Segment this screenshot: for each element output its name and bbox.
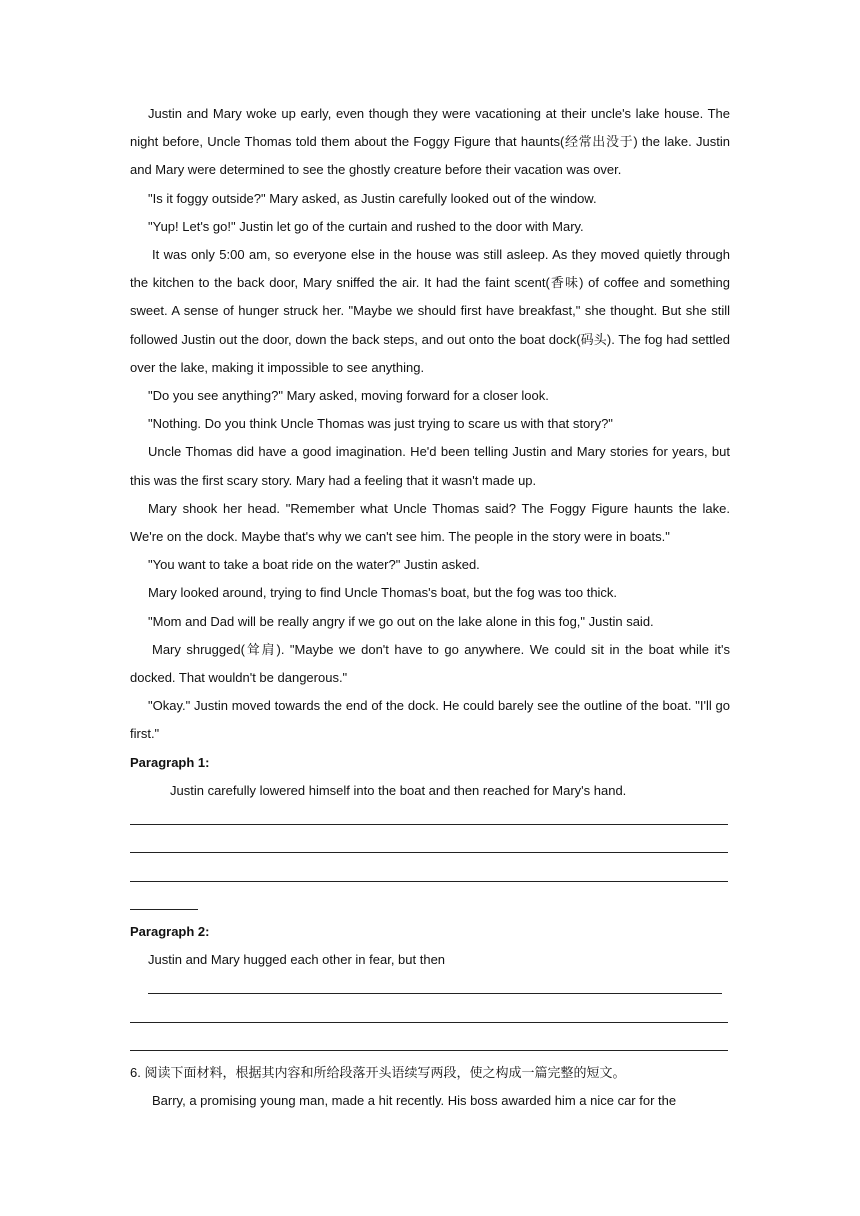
- paragraph-1-heading: Paragraph 1:: [130, 754, 210, 770]
- answer-line[interactable]: [148, 974, 730, 1002]
- answer-line[interactable]: [130, 1002, 730, 1030]
- story-paragraph-1: Justin and Mary woke up early, even though they were vacationing at their uncle's lake house. The night before, Uncle Thomas told them about the Foggy Figure that haunts(经常出没于) the lake. Justin and Mary were determined to see the ghostly creature before their vacation was over.: [130, 106, 730, 178]
- answer-line[interactable]: [130, 861, 730, 889]
- story-paragraph-3: "Yup! Let's go!" Justin let go of the curtain and rushed to the door with Mary.: [148, 218, 584, 234]
- story-paragraph-6: "Nothing. Do you think Uncle Thomas was just trying to scare us with that story?": [148, 416, 613, 432]
- story-paragraph-11: "Mom and Dad will be really angry if we go out on the lake alone in this fog," Justin said.: [148, 613, 654, 629]
- question-6-prompt: 6. 阅读下面材料，根据其内容和所给段落开头语续写两段，使之构成一篇完整的短文。: [130, 1064, 626, 1080]
- story-paragraph-4: It was only 5:00 am, so everyone else in the house was still asleep. As they moved quietly through the kitchen to the back door, Mary sniffed the air. It had the faint scent(香味) of coffee and something sweet. A sense of hunger struck her. "Maybe we should first have breakfast," she thought. But she still followed Justin out the door, down the back steps, and out onto the boat dock(码头). The fog had settled over the lake, making it impossible to see anything.: [130, 247, 730, 375]
- paragraph-2-heading: Paragraph 2:: [130, 923, 210, 939]
- paragraph-2-opening: Justin and Mary hugged each other in fear, but then: [148, 952, 446, 968]
- document-body: [130, 100, 730, 1115]
- story-paragraph-9: "You want to take a boat ride on the water?" Justin asked.: [148, 557, 480, 573]
- paragraph-1-opening: Justin carefully lowered himself into the boat and then reached for Mary's hand.: [170, 782, 627, 798]
- story-paragraph-12: Mary shrugged(耸肩). "Maybe we don't have to go anywhere. We could sit in the boat while it's docked. That wouldn't be dangerous.": [130, 641, 730, 686]
- answer-line-short[interactable]: [130, 890, 198, 918]
- story-paragraph-2: "Is it foggy outside?" Mary asked, as Justin carefully looked out of the window.: [148, 190, 597, 206]
- answer-line[interactable]: [130, 833, 730, 861]
- story-paragraph-7: Uncle Thomas did have a good imagination. He'd been telling Justin and Mary stories for years, but this was the first scary story. Mary had a feeling that it wasn't made up.: [130, 444, 730, 488]
- answer-line[interactable]: [130, 805, 730, 833]
- answer-line[interactable]: [130, 1031, 730, 1059]
- story-paragraph-8: Mary shook her head. "Remember what Uncle Thomas said? The Foggy Figure haunts the lake. We're on the dock. Maybe that's why we can't see him. The people in the story were in boats.": [130, 500, 730, 545]
- story-paragraph-5: "Do you see anything?" Mary asked, moving forward for a closer look.: [148, 388, 549, 404]
- story-paragraph-10: Mary looked around, trying to find Uncle Thomas's boat, but the fog was too thick.: [148, 585, 618, 601]
- question-6-text: Barry, a promising young man, made a hit recently. His boss awarded him a nice car for the: [152, 1093, 677, 1108]
- story-paragraph-13: "Okay." Justin moved towards the end of the dock. He could barely see the outline of the boat. "I'll go first.": [130, 698, 730, 742]
